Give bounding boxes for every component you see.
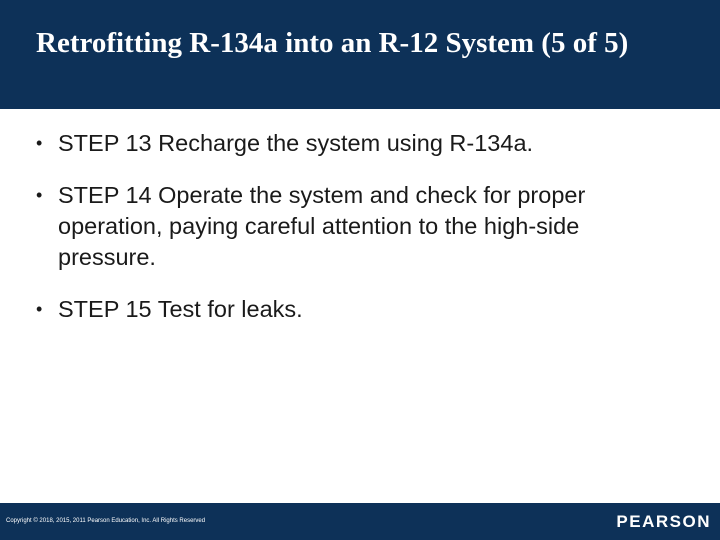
bullet-text: STEP 15 Test for leaks. [58, 296, 303, 322]
bullet-icon: • [36, 185, 43, 205]
bullet-icon: • [36, 133, 43, 153]
bullet-icon: • [36, 299, 43, 319]
bullet-item [36, 180, 676, 273]
copyright-notice: Copyright © 2018, 2015, 2011 Pearson Education, Inc. All Rights Reserved [6, 518, 206, 524]
footer-bar [0, 503, 720, 540]
pearson-logo: PEARSON [616, 512, 711, 531]
title-bar [0, 0, 720, 109]
bullet-text: STEP 14 Operate the system and check for proper operation, paying careful attention to the high-side pressure. [58, 182, 586, 270]
bullet-item [36, 128, 676, 159]
bullet-list [36, 128, 676, 346]
bullet-item [36, 294, 676, 325]
slide-title: Retrofitting R-134a into an R-12 System (5 of 5) [36, 27, 629, 59]
bullet-text: STEP 13 Recharge the system using R-134a. [58, 130, 534, 156]
